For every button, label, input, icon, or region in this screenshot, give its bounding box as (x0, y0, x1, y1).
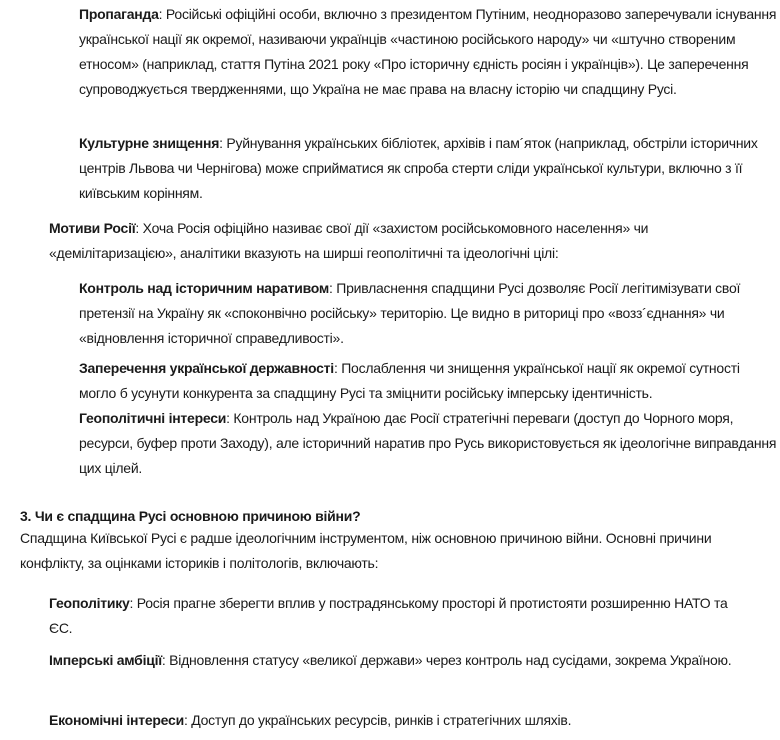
text: : Контроль над Україною дає Росії стратегічні переваги (доступ до Чорного моря, ресурси, буфер проти Заходу), але історичний наратив про Русь використовується як ідеологічне виправдання цих цілей. (79, 410, 777, 476)
term: Заперечення української державності (79, 360, 334, 376)
item-geopolitical-interests (79, 406, 779, 481)
term: Культурне знищення (79, 135, 220, 151)
item-propaganda (79, 2, 779, 102)
term: Економічні інтереси (49, 712, 184, 728)
text: : Відновлення статусу «великої держави» через контроль над сусідами, зокрема Україною. (161, 652, 732, 668)
item-narrative-control (79, 276, 779, 351)
item-statehood-denial (79, 356, 779, 406)
term: Імперські амбіції (49, 652, 162, 668)
section-intro: Спадщина Київської Русі є радше ідеологічним інструментом, ніж основною причиною війни. Основні причини конфлікту, за оцінками істориків і політологів, включають: (20, 530, 712, 571)
text: : Руйнування українських бібліотек, архівів і пам´яток (наприклад, обстріли історичних центрів Львова чи Чернігова) може сприйматися як спроба стерти сліди української культури, включно з її київським корінням. (79, 135, 758, 201)
text: : Доступ до українських ресурсів, ринків і стратегічних шляхів. (183, 712, 572, 728)
text: : Послаблення чи знищення української нації як окремої сутності могло б усунути конкурента за спадщину Русі та зміцнити російську імперську ідентичність. (79, 360, 740, 401)
term: Мотиви Росії (49, 220, 136, 236)
text: : Хоча Росія офіційно називає свої дії «захистом російськомовного населення» чи «демілітаризацією», аналітики вказують на ширші геополітичні та ідеологічні цілі: (49, 220, 649, 261)
item-russia-motives (49, 216, 749, 266)
section-heading: 3. Чи є спадщина Русі основною причиною війни? (20, 508, 361, 524)
item-economic-interests (49, 708, 749, 733)
term: Геополітику (49, 595, 130, 611)
term: Контроль над історичним наративом (79, 280, 330, 296)
text: : Росія прагне зберегти вплив у пострадянському просторі й протистояти розширенню НАТО та ЄС. (49, 595, 728, 636)
item-geopolitics (49, 591, 749, 641)
text: : Російські офіційні особи, включно з президентом Путіним, неодноразово заперечували існування української нації як окремої, називаючи українців «частиною російського народу» чи «штучно створеним етносом» (наприклад, стаття Путіна 2021 року «Про історичну єдність росіян і українців»). Це заперечення супроводжується твердженнями, що Україна не має права на власну історію чи спадщину Русі. (79, 6, 777, 97)
term: Пропаганда (79, 6, 159, 22)
item-cultural-destruction (79, 131, 779, 206)
term: Геополітичні інтереси (79, 410, 227, 426)
text: : Привласнення спадщини Русі дозволяє Росії легітимізувати свої претензії на Україну як «споконвічно російську» територію. Це видно в риториці про «возз´єднання» чи «відновлення історичної справедливості». (79, 280, 741, 346)
item-imperial-ambitions (49, 648, 749, 673)
